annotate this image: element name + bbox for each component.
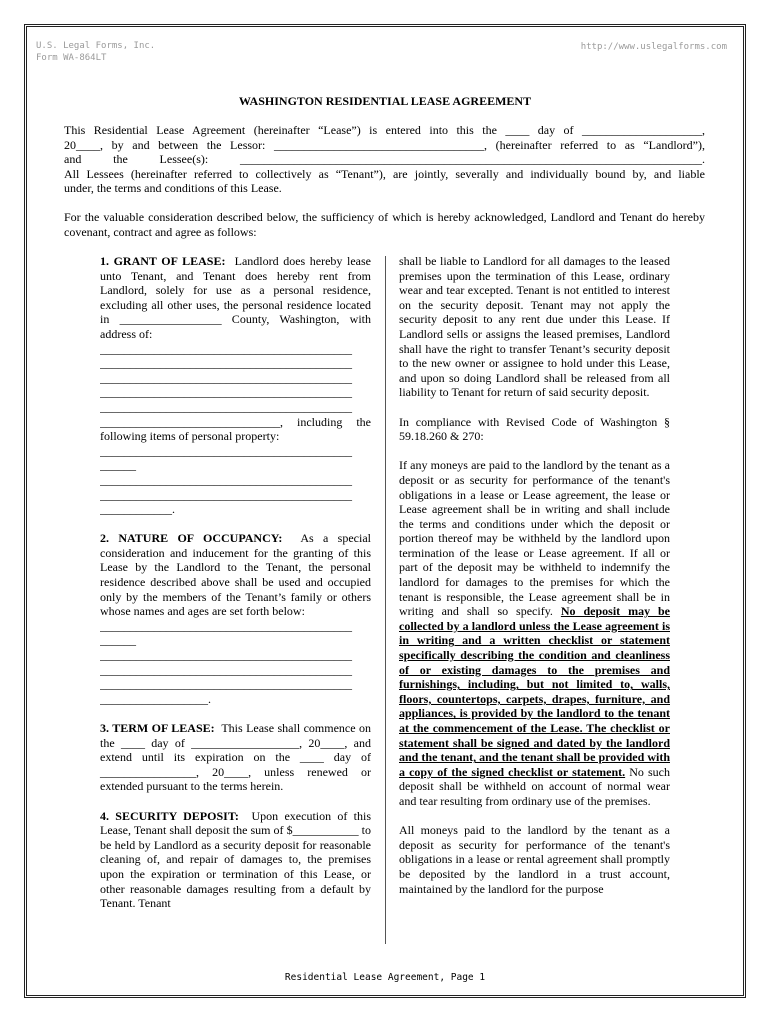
property-line-4[interactable]: __________________________________________ — [100, 487, 352, 502]
trust-account-text: All moneys paid to the landlord by the tenant as a deposit as security for performance of the tenant's obligations in a lease or rental agreement shall promptly be deposited by the landlord in a trust account, maintained by the landlord for the purpose — [399, 823, 670, 896]
property-line-2[interactable]: ______ — [100, 458, 136, 473]
occupant-line-1[interactable]: __________________________________________ — [100, 618, 352, 633]
intro-line-4: All Lessees (hereinafter referred to collectively as “Tenant”), are jointly, severally and individually bound by, and liable — [64, 166, 705, 181]
address-line-4[interactable]: __________________________________________ — [100, 385, 352, 400]
intro-line-3: and the Lessee(s): _____________________________________________________________________________. — [64, 152, 705, 167]
grant-text: Landlord does hereby lease unto Tenant, and Tenant does hereby rent from Landlord, solely for use as a personal residence, excluding all other uses, the personal residence located in _________________ County, Washington, with address of: — [100, 254, 371, 341]
section-term — [100, 721, 371, 794]
occupancy-heading: 2. NATURE OF OCCUPANCY: — [100, 531, 283, 546]
header-left — [36, 41, 155, 64]
section-occupancy — [100, 531, 371, 619]
including-line[interactable]: ______________________________, including the — [100, 414, 371, 429]
column-divider — [385, 256, 386, 944]
intro-paragraph — [64, 123, 705, 196]
rcw-checklist-requirement: No deposit may be collected by a landlord unless the Lease agreement is in writing and a written checklist or statement specifically describing the condition and cleanliness of or existing damages to the premises and furnishings, including, but not limited to, walls, floors, countertops, carpets, drapes, furniture, and appliances, is provided by the landlord to the tenant at the commencement of the Lease. The checklist or statement shall be signed and dated by the landlord and the tenant, and the tenant shall be provided with a copy of the signed checklist or statement. — [399, 604, 671, 779]
occupancy-text: As a special consideration and inducement for the granting of this Lease by the Landlord to the Tenant, the personal residence described above shall be used and occupied only by the members of the Tenant’s family or others whose names and ages are set forth below: — [100, 531, 371, 619]
intro-line-2: 20____, by and between the Lessor: ___________________________________, (hereinafter referred to as “Landlord”), — [64, 137, 705, 152]
property-line-5[interactable]: ____________. — [100, 502, 175, 517]
occupant-line-4[interactable]: __________________________________________ — [100, 662, 352, 677]
header-url[interactable]: http://www.uslegalforms.com — [580, 42, 727, 52]
occupant-line-3[interactable]: __________________________________________ — [100, 648, 352, 663]
right-column — [399, 254, 670, 896]
property-line-1[interactable]: __________________________________________ — [100, 443, 352, 458]
grant-heading: 1. GRANT OF LEASE: — [100, 254, 226, 268]
deposit-heading: 4. SECURITY DEPOSIT: — [100, 808, 239, 823]
consideration-paragraph — [64, 210, 705, 239]
term-text: This Lease shall commence on the ____ day of __________________, 20____, and extend until its expiration on the ____ day of ________________, 20____, unless renewed or extended pursuant to the terms herein. — [100, 721, 371, 794]
rcw-deposit-intro: If any moneys are paid to the landlord by the tenant as a deposit or as security for performance of the tenant's obligations in a lease or Lease agreement, the lease or Lease agreement shall be in writing and shall include the terms and conditions under which the deposit or portion thereof may be withheld by the landlord upon termination of the lease or Lease agreement. If all or part of the deposit may be withheld to indemnify the landlord for damages to the premises for which the tenant is responsible, the Lease agreement shall be in writing and shall so specify. — [399, 458, 670, 619]
address-line-1[interactable]: __________________________________________ — [100, 341, 352, 356]
header-company: U.S. Legal Forms, Inc. — [36, 41, 156, 51]
property-line-3[interactable]: __________________________________________ — [100, 472, 352, 487]
property-text: following items of personal property: — [100, 429, 280, 444]
document-title: WASHINGTON RESIDENTIAL LEASE AGREEMENT — [238, 94, 532, 108]
term-heading: 3. TERM OF LEASE: — [100, 721, 215, 735]
address-line-2[interactable]: __________________________________________ — [100, 356, 352, 371]
deposit-text: Upon execution of this Lease, Tenant shall deposit the sum of $___________ to be held by Landlord as a security deposit for reasonable cleaning of, and repair of damages to, the premises upon the expiration or termination of this Lease, or other reasonable damages resulting from a default by Tenant. Tenant — [100, 808, 372, 911]
left-column — [100, 254, 371, 911]
page-footer: Residential Lease Agreement, Page 1 — [284, 972, 486, 983]
rcw-wear-tear: No such deposit shall be withheld on account of normal wear and tear resulting from ordinary use of the premises. — [399, 764, 670, 808]
address-line-3[interactable]: __________________________________________ — [100, 370, 352, 385]
header-form-id: Form WA-864LT — [36, 52, 107, 63]
occupant-line-6[interactable]: __________________. — [100, 691, 211, 706]
address-line-5[interactable]: __________________________________________ — [100, 399, 352, 414]
occupant-line-5[interactable]: __________________________________________ — [100, 677, 352, 692]
rcw-compliance-text: In compliance with Revised Code of Washington § 59.18.260 & 270: — [399, 414, 670, 444]
consideration-text: For the valuable consideration described below, the sufficiency of which is hereby acknowledged, Landlord and Tenant do hereby covenant, contract and agree as follows: — [64, 210, 705, 239]
section-deposit — [100, 809, 371, 911]
intro-line-1: This Residential Lease Agreement (hereinafter “Lease”) is entered into this the ____ day of ____________________, — [64, 123, 705, 137]
deposit-liability-text: shall be liable to Landlord for all damages to the leased premises upon the termination of this Lease, ordinary wear and tear excepted. Tenant is not entitled to interest on the security deposit. Tenant may not apply the security deposit to any rent due under this Lease. If Landlord sells or assigns the leased premises, Landlord shall have the right to transfer Tenant’s security deposit to the new owner or assignee to hold under this Lease, and upon so doing Landlord shall be released from all liability to Tenant for return of said security deposit. — [399, 254, 670, 400]
intro-line-5: under, the terms and conditions of this Lease. — [64, 181, 282, 196]
section-grant — [100, 254, 371, 342]
occupant-line-2[interactable]: ______ — [100, 633, 136, 648]
rcw-deposit-text — [399, 458, 670, 808]
